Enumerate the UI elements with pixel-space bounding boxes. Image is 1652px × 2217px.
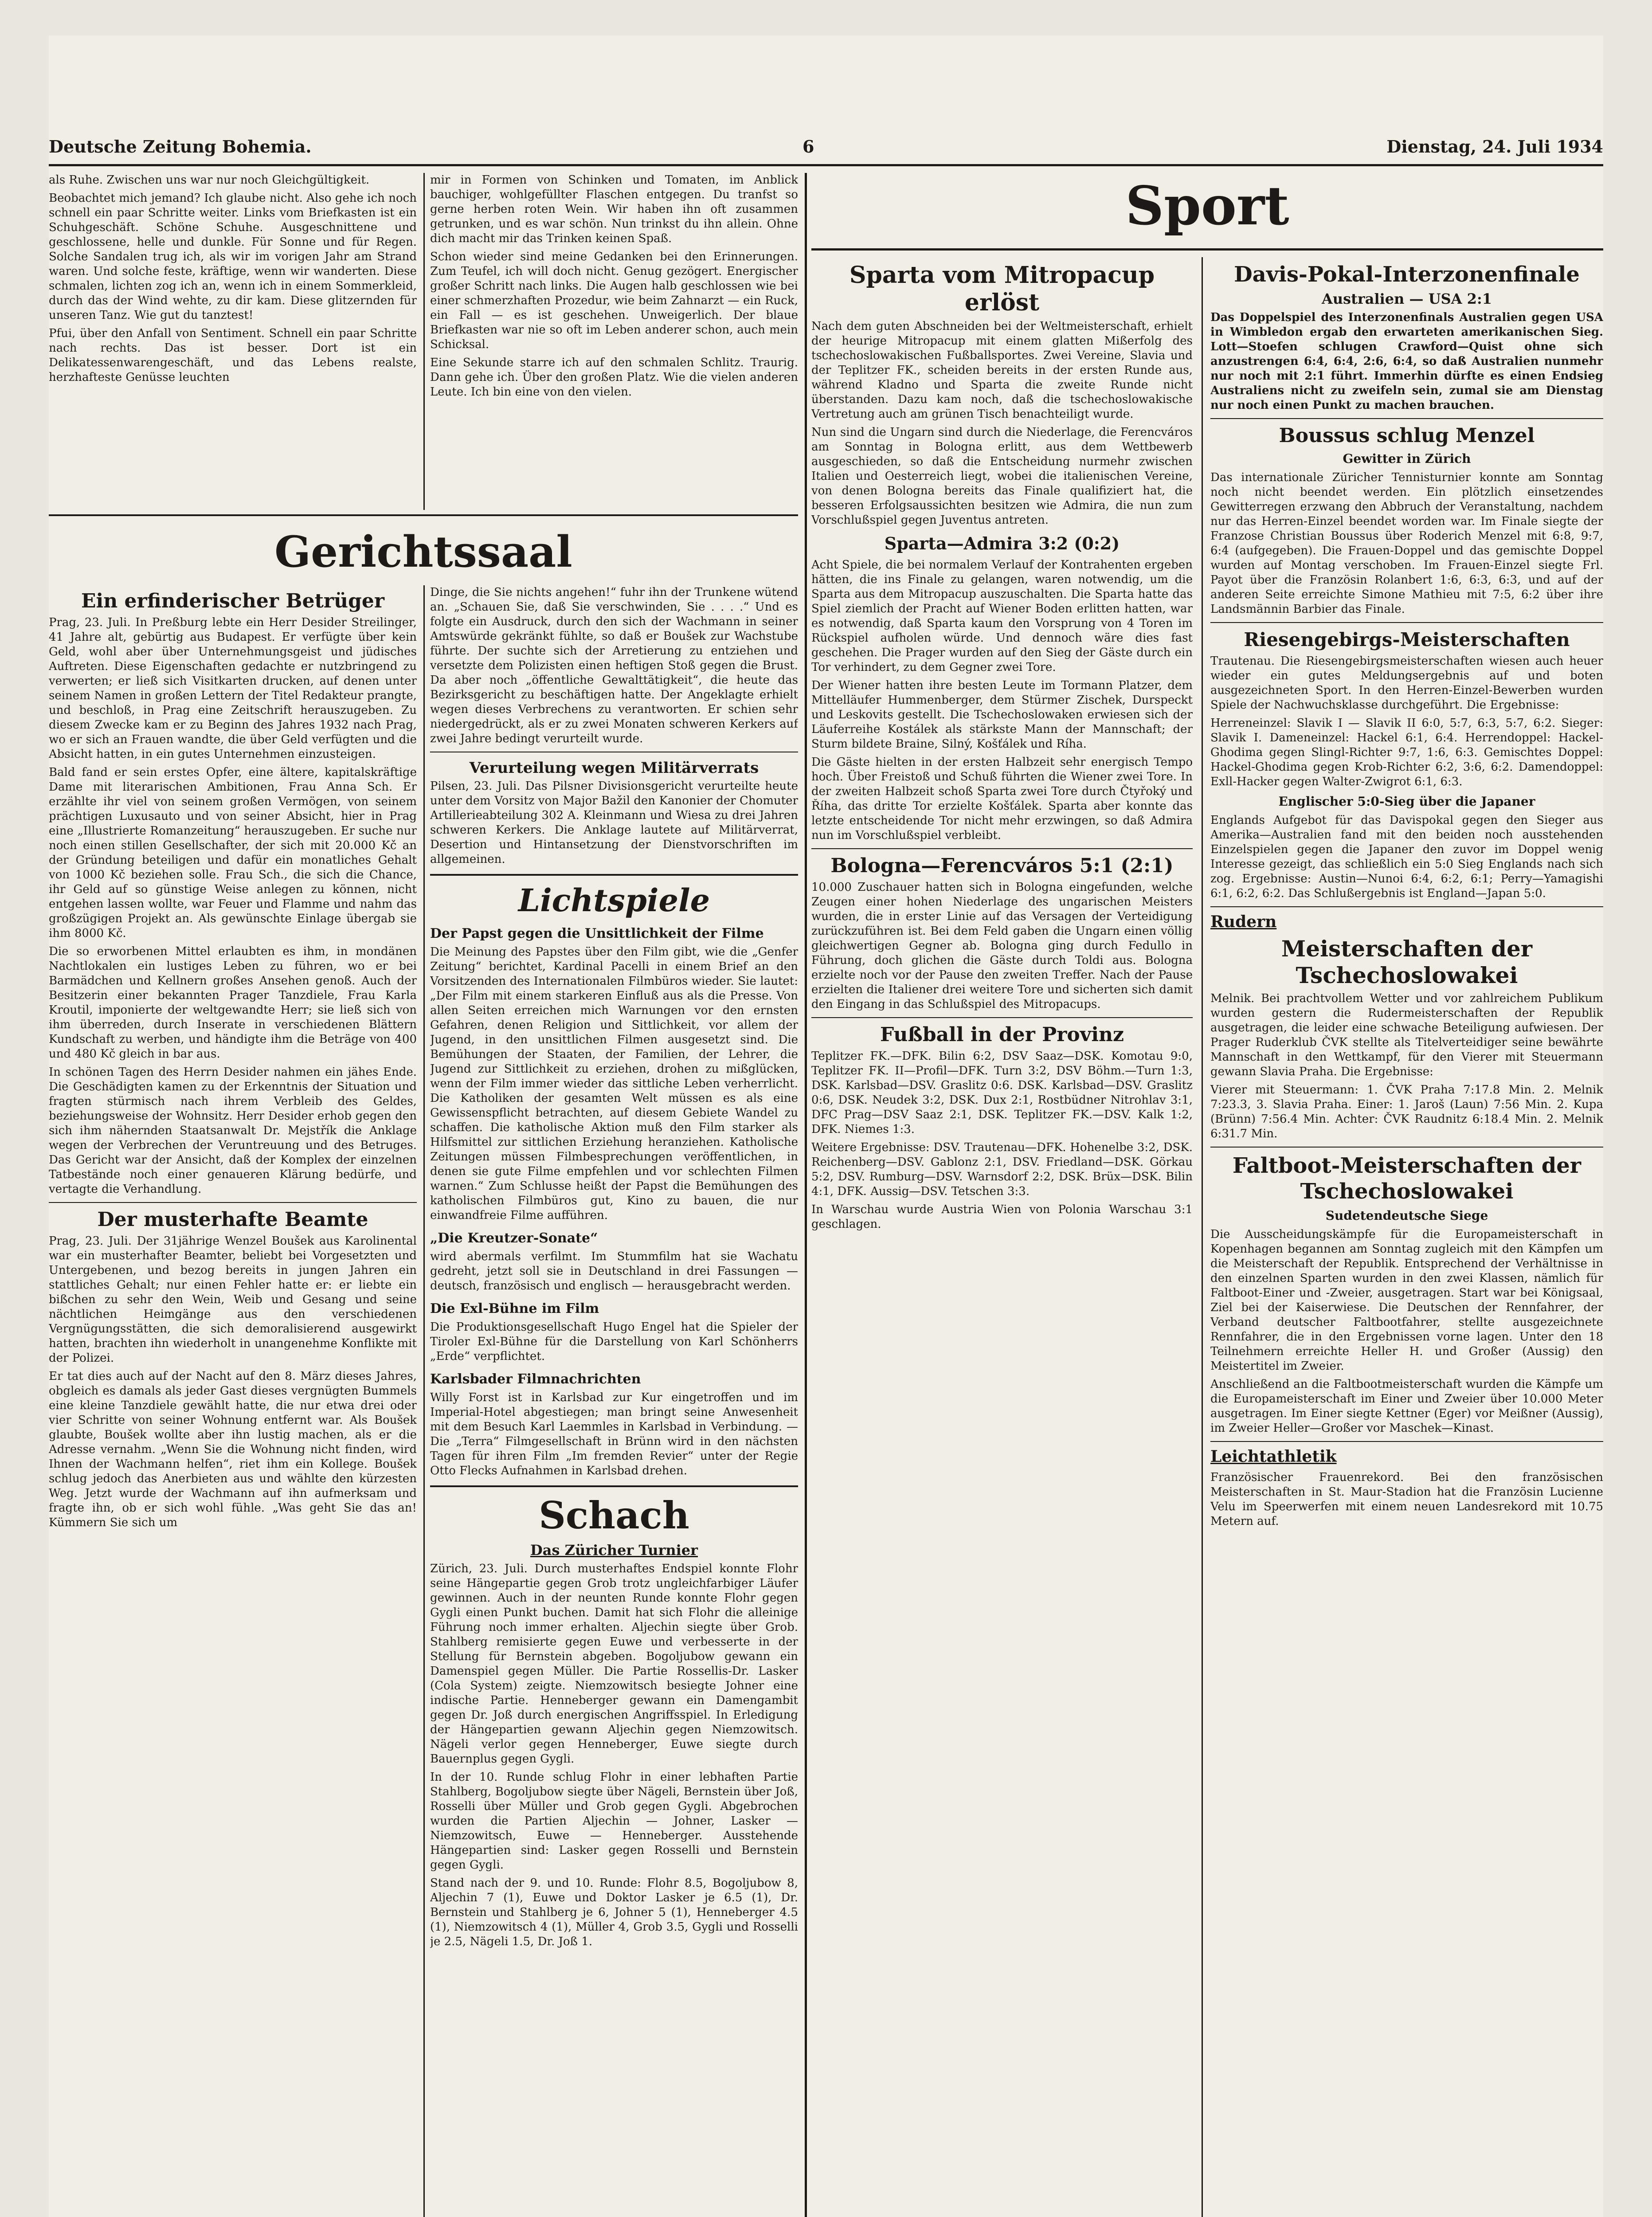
masthead-title: Deutsche Zeitung Bohemia.: [49, 137, 312, 157]
text-paragraph: Prag, 23. Juli. In Preßburg lebte ein Herr Desider Streilinger, 41 Jahre alt, gebürtig aus Budapest. Er verfügte über kein Geld, wohl aber über Unternehmungsgeist und jüdisches Auftreten. Diese Eigenschaften gedachte er nutzbringend zu verwerten; er ließ sich Visitkarten drucken, auf denen unter seinem Namen in großen Lettern der Titel Redakteur prangte, und beschloß, in Prag eine Zeitschrift herauszugeben. Zu diesem Zwecke kam er zu Beginn des Jahres 1932 nach Prag, wo er sich an Frauen wandte, die über Geld verfügten und die Absicht hatten, in ein gutes Unternehmen einzusteigen.: [49, 616, 417, 761]
article-title: Das Züricher Turnier: [530, 1542, 698, 1559]
article-title: Verurteilung wegen Militärverrats: [469, 759, 759, 777]
text-paragraph: Zürich, 23. Juli. Durch musterhaftes Endspiel konnte Flohr seine Hängepartie gegen Grob trotz ungleichfarbiger Läufer gewinnen. Auch in der neunten Runde konnte Flohr gegen Gygli einen Punkt buchen. Damit hat sich Flohr die alleinige Führung noch immer erhalten. Aljechin siegte über Grob. Stahlberg remisierte gegen Euwe und verbesserte in der Stellung für Bernstein abgeben. Bogoljubow gewann ein Damenspiel gegen Müller. Die Partie Rossellis-Dr. Lasker (Cola System) zeigte. Niemzowitsch besiegte Johner eine indische Partie. Henneberger gewann ein Damengambit gegen Dr. Joß durch energischen Angriffsspiel. In Erledigung der Hängepartien gewann Aljechin gegen Niemzowitsch. Nägeli verlor gegen Henneberger, Euwe siegte durch Bauernplus gegen Gygli.: [430, 1562, 798, 1766]
article-divider: [49, 1202, 417, 1203]
text-paragraph: Dinge, die Sie nichts angehen!“ fuhr ihn der Trunkene wütend an. „Schauen Sie, daß Sie verschwinden, Sie . . . .“ Und es folgte ein Ausdruck, durch den sich der Wachmann in seiner Amtswürde gekränkt fühlte, so daß er Boušek zur Wachstube führte. Der suchte sich der Arretierung zu entziehen und versetzte dem Polizisten einen heftigen Stoß gegen die Brust. Da aber noch „öffentliche Gewalttätigkeit“, die heute das Bezirksgericht zu beschäftigen hatte. Der Angeklagte erhielt wegen dieses Verbrechens zu verantworten. Er schien sehr niedergedrückt, als er zu zwei Monaten schweren Kerkers auf zwei Jahre bedingt verurteilt wurde.: [430, 586, 798, 745]
section-title-lichtspiele: Lichtspiele: [518, 882, 710, 919]
text-paragraph: In der 10. Runde schlug Flohr in einer lebhaften Partie Stahlberg, Bogoljubow siegte über Nägeli, Bernstein über Joß, Rosselli über Müller und Grob gegen Gygli. Abgebrochen wurden die Partien Aljechin — Johner, Lasker — Niemzowitsch, Euwe — Henneberger. Ausstehende Hängepartien sind: Lasker gegen Rosselli und Bernstein gegen Gygli.: [430, 1770, 798, 1872]
article-title: Die Exl-Bühne im Film: [430, 1301, 599, 1316]
text-paragraph: Herreneinzel: Slavik I — Slavik II 6:0, 5:7, 6:3, 5:7, 6:2. Sieger: Slavik I. Dameneinzel: Hackel 6:1, 6:4. Herrendoppel: Hackel-Ghodima gegen Slingl-Richter 9:7, 1:6, 6:3. Gemischtes Doppel: Hackel-Ghodima gegen Krob-Richter 6:2, 3:6, 6:2. Damendoppel: Exll-Hacker gegen Walter-Zwigrot 6:1, 6:3.: [1210, 717, 1603, 788]
article-title: Sparta—Admira 3:2 (0:2): [884, 533, 1120, 553]
article-title: Der Papst gegen die Unsittlichkeit der Filme: [430, 926, 764, 941]
article-title: Fußball in der Provinz: [880, 1023, 1124, 1046]
article-subtitle: Gewitter in Zürich: [1343, 451, 1471, 466]
article-divider: [811, 1017, 1193, 1018]
text-paragraph: als Ruhe. Zwischen uns war nur noch Gleichgültigkeit.: [49, 173, 370, 187]
text-paragraph: Englands Aufgebot für das Davispokal gegen den Sieger aus Amerika—Australien fand mit den beiden noch ausstehenden Einzelspielen gegen die Japaner den zuvor im Doppel wenig Interesse gezeigt, das schließlich ein 5:0 Sieg Englands nach sich zog. Ergebnisse: Austin—Nunoi 6:4, 6:2, 6:1; Perry—Yamagishi 6:1, 6:2, 6:2. Das Schlußergebnis ist England—Japan 5:0.: [1210, 814, 1603, 900]
column-rule: [1202, 257, 1203, 2217]
story-col-1: [49, 173, 417, 510]
court-col-2: [430, 585, 798, 2217]
article-title: Sparta vom Mitropacup erlöst: [849, 262, 1155, 316]
section-title-rudern: Rudern: [1210, 913, 1277, 931]
text-paragraph: Trautenau. Die Riesengebirgsmeisterschaften wiesen auch heuer wieder ein gutes Meldungsergebnis auf und boten ausgezeichneten Sport. In den Herren-Einzel-Bewerben wurden Spiele der Nachwuchsklasse durchgeführt. Die Ergebnisse:: [1210, 654, 1603, 712]
article-divider: [811, 848, 1193, 849]
article-divider: [1210, 906, 1603, 907]
text-paragraph: Vierer mit Steuermann: 1. ČVK Praha 7:17.8 Min. 2. Melnik 7:23.3, 3. Slavia Praha. Einer: 1. Jaroš (Laun) 7:56 Min. 2. Kupa (Brünn) 7:56.4 Min. Achter: ČVK Raudnitz 6:18.4 Min. 2. Melnik 6:31.7 Min.: [1210, 1083, 1603, 1140]
article-title: Der musterhafte Beamte: [97, 1208, 368, 1231]
text-paragraph: Eine Sekunde starre ich auf den schmalen Schlitz. Traurig. Dann gehe ich. Über den großen Platz. Wie die vielen anderen Leute. Ich bin eine von den vielen.: [430, 356, 798, 399]
text-paragraph: Schon wieder sind meine Gedanken bei den Erinnerungen. Zum Teufel, ich will doch nicht. Genug gezögert. Energischer großer Schritt nach links. Die Augen halb geschlossen wie bei einer schmerzhaften Prozedur, wie beim Zahnarzt — ein Ruck, ein Fall — es ist geschehen. Unweigerlich. Der blaue Briefkasten war nie so oft im Leben anderer schon, auch mein Schicksal.: [430, 250, 798, 351]
text-paragraph: 10.000 Zuschauer hatten sich in Bologna eingefunden, welche Zeugen einer hohen Niederlage des ungarischen Meisters wurden, die in erster Linie auf das Versagen der Verteidigung zurückzuführen ist. Bei dem Feld gaben die Ungarn einen völlig gleichwertigen Gegner ab. Bologna ging durch Fedullo in Führung, doch glichen die Gäste durch Toldi aus. Bologna erzielte noch vor der Pause den zweiten Treffer. Nach der Pause erzielten die Italiener drei weitere Tore und sicherten sich damit den Eingang in das Schlußspiel des Mitropacups.: [811, 881, 1193, 1011]
article-title: Bologna—Ferencváros 5:1 (2:1): [830, 854, 1174, 877]
section-divider: [430, 874, 798, 876]
text-paragraph: Die Meinung des Papstes über den Film gibt, wie die „Genfer Zeitung“ berichtet, Kardinal Pacelli in einem Brief an den Vorsitzenden des Internationalen Filmbüros wieder. Sie lautet: „Der Film mit einem starkeren Einfluß aus als die Presse. Von allen Seiten erreichen mich Warnungen vor den ernsten Gefahren, denen Religion und Sittlichkeit, vor allem der Jugend, in den unsittlichen Filmen ausgesetzt sind. Die Bemühungen der Staaten, der Familien, der Lehrer, die Jugend zur Sittlichkeit zu erziehen, drohen zu mißglücken, wenn der Film immer wieder das sittliche Leben verherrlicht. Die Katholiken der gesamten Welt müssen es als eine Gewissenspflicht betrachten, auf diesem Gebiete Wandel zu schaffen. Die katholische Aktion muß den Film starker als Hilfsmittel zur sittlichen Erziehung heranziehen. Katholische Zeitungen müssen Filmbesprechungen veröffentlichen, in denen sie gute Filme empfehlen und vor schlechten Filmen warnen.“ Zum Schlusse heißt der Papst die Bemühungen des katholischen Filmbüros gut, Kino zu bauen, die nur einwandfreie Filme aufführen.: [430, 945, 798, 1222]
article-divider: [1210, 1147, 1603, 1148]
text-paragraph: Das internationale Züricher Tennisturnier konnte am Sonntag noch nicht beendet werden. Ein plötzlich einsetzendes Gewitterregen erzwang den Abbruch der Veranstaltung, nachdem nur das Herren-Einzel beendet worden war. Im Finale siegte der Franzose Christian Boussus über Roderich Menzel mit 6:8, 9:7, 6:4 (aufgegeben). Die Frauen-Doppel und das gemischte Doppel wurden auf Montag verschoben. Im Frauen-Einzel siegte Frl. Payot über die Französin Rolanbert 1:6, 6:3, 6:3, und auf der anderen Seite erreichte Simone Mathieu mit 7:5, 6:2 über ihre Landsmännin Barbier das Finale.: [1210, 471, 1603, 616]
text-paragraph: Prag, 23. Juli. Der 31jährige Wenzel Boušek aus Karolinental war ein musterhafter Beamter, beliebt bei Vorgesetzten und Untergebenen, und bezog bereits in jungen Jahren ein stattliches Gehalt; nur einen Fehler hatte er: er liebte ein bißchen zu sehr den Wein, Weib und Gesang und seine nächtlichen Heimgänge aus den verschiedenen Vergnügungsstätten, die sich demoralisierend ausgewirkt hatten, brachten ihn wiederholt in unangenehme Konflikte mit der Polizei.: [49, 1234, 417, 1365]
sport-col-2: [1210, 257, 1603, 2217]
sport-col-1: [811, 257, 1193, 2217]
page-header: [49, 133, 1603, 166]
story-col-2: [430, 173, 798, 510]
text-paragraph: Die Gäste hielten in der ersten Halbzeit sehr energisch Tempo hoch. Über Freistoß und Schuß führten die Wiener zwei Tore. In der zweiten Halbzeit schoß Sparta zwei Tore durch Čtyřoký und Říha, das dritte Tor erzielte Košťálek. Sparta aber konnte das letzte entscheidende Tor nicht mehr erzwingen, so daß Admira nun im Vorschlußspiel verbleibt.: [811, 756, 1193, 842]
article-title: Faltboot-Meisterschaften der Tschechoslowakei: [1232, 1153, 1582, 1204]
text-paragraph: Willy Forst ist in Karlsbad zur Kur eingetroffen und im Imperial-Hotel abgestiegen; man bringt seine Anwesenheit mit dem Besuch Karl Laemmles in Karlsbad in Verbindung. — Die „Terra“ Filmgesellschaft in Brünn wird in den nächsten Tagen für ihren Film „Im fremden Revier“ unter der Regie Otto Flecks Aufnahmen in Karlsbad drehen.: [430, 1391, 798, 1477]
article-divider: [1210, 622, 1603, 623]
section-title-sport: Sport: [1125, 175, 1289, 237]
page-divider: [805, 173, 807, 2217]
article-title: Meisterschaften der Tschechoslowakei: [1281, 936, 1533, 988]
text-paragraph: Der Wiener hatten ihre besten Leute im Tormann Platzer, dem Mittelläufer Hummenberger, dem Stürmer Zischek, Durspeckt und Leskovits gestellt. Die Tschechoslowaken erwiesen sich der Läuferreihe Kostálek als stärkste Mann der Mannschaft; der Sturm bildete Braine, Silný, Košťálek und Ríha.: [811, 679, 1193, 751]
section-title-gerichtssaal: Gerichtssaal: [274, 527, 572, 577]
column-rule: [423, 173, 425, 510]
article-title: „Die Kreutzer-Sonate“: [430, 1230, 598, 1246]
text-paragraph: Weitere Ergebnisse: DSV. Trautenau—DFK. Hohenelbe 3:2, DSK. Reichenberg—DSV. Gablonz 2:1, DSV. Friedland—DSK. Görkau 5:2, DSV. Rumburg—DSV. Warnsdorf 2:2, DSK. Brüx—DSK. Bilin 4:1, DFK. Aussig—DSV. Tetschen 3:3.: [811, 1141, 1193, 1198]
section-title-schach: Schach: [539, 1493, 689, 1537]
text-paragraph: wird abermals verfilmt. Im Stummfilm hat sie Wachatu gedreht, jetzt soll sie in Deutschland in drei Fassungen — deutsch, französisch und englisch — herausgebracht werden.: [430, 1250, 798, 1293]
text-paragraph: Beobachtet mich jemand? Ich glaube nicht. Also gehe ich noch schnell ein paar Schritte weiter. Links vom Briefkasten ist ein Schuhgeschäft. Schöne Schuhe. Ausgeschnittene und geschlossene, helle und dunkle. Für Sonne und für Regen. Solche Sandalen trug ich, als wir im vorigen Jahr am Strand waren. Und solche feste, kräftige, wenn wir wanderten. Diese schmalen, lichten zog ich an, wenn ich in einem Sommerkleid, durch das der Wind wehte, zu dir kam. Diese glitzernden für unseren Tanz. Wie gut du tanztest!: [49, 192, 417, 322]
issue-date: Dienstag, 24. Juli 1934: [1386, 137, 1603, 157]
text-paragraph: Pilsen, 23. Juli. Das Pilsner Divisionsgericht verurteilte heute unter dem Vorsitz von Major Bažil den Kanonier der Chomuter Artillerieabteilung 302 A. Kleinmann und Wiesa zu drei Jahren schweren Kerkers. Die Anklage lautete auf Militärverrat, Desertion und Hintansetzung der Dienstvorschriften im allgemeinen.: [430, 779, 798, 866]
article-title: Davis-Pokal-Interzonenfinale: [1234, 262, 1580, 287]
article-divider: [1210, 1441, 1603, 1442]
section-divider: [430, 1485, 798, 1487]
text-paragraph: Anschließend an die Faltbootmeisterschaft wurden die Kämpfe um die Europameisterschaft im Einer und Zweier über 10.000 Meter ausgetragen. Im Einer siegte Kettner (Eger) vor Meißner (Aussig), im Zweier Heller—Großer vor Maschek—Kinast.: [1210, 1378, 1603, 1435]
page-number: 6: [803, 137, 814, 157]
article-subtitle: Australien — USA 2:1: [1321, 290, 1492, 307]
text-paragraph: Die Produktionsgesellschaft Hugo Engel hat die Spieler der Tiroler Exl-Bühne für die Darstellung von Karl Schönherrs „Erde“ verpflichtet.: [430, 1320, 798, 1363]
article-title: Karlsbader Filmnachrichten: [430, 1371, 641, 1387]
text-paragraph: mir in Formen von Schinken und Tomaten, im Anblick bauchiger, wohlgefüllter Flaschen entgegen. Du tranfst so gerne herben roten Wein. Wir haben ihn oft zusammen getrunken, und es war schön. Nun trinkst du ihn allein. Ohne dich macht mir das Trinken keinen Spaß.: [430, 173, 798, 245]
column-rule: [423, 585, 425, 2217]
text-paragraph: Französischer Frauenrekord. Bei den französischen Meisterschaften in St. Maur-Stadion hat die Französin Lucienne Velu im Speerwerfen mit einem neuen Landesrekord mit 10.75 Metern auf.: [1210, 1471, 1603, 1528]
article-title: Riesengebirgs-Meisterschaften: [1244, 629, 1570, 650]
text-paragraph: Die Ausscheidungskämpfe für die Europameisterschaft in Kopenhagen begannen am Sonntag zugleich mit den Kämpfen um die Meisterschaft der Republik. Entsprechend der Verhältnisse in den einzelnen Sparten wurden in den zwei Klassen, nämlich für Faltboot-Einer und -Zweier, ausgetragen. Start war bei Königsaal, Ziel bei der Kaiserwiese. Die Deutschen der Rennfahrer, der Verband deutscher Faltbootfahrer, stellte ausgezeichnete Rennfahrer, die in den Ergebnissen vorne lagen. Unter den 18 Teilnehmern erreichte Heller H. und Großer (Aussig) den Meistertitel im Zweier.: [1210, 1228, 1603, 1373]
text-paragraph: In Warschau wurde Austria Wien von Polonia Warschau 3:1 geschlagen.: [811, 1203, 1193, 1231]
article-title: Boussus schlug Menzel: [1279, 424, 1535, 447]
sport-masthead: [811, 173, 1603, 251]
section-divider: [49, 514, 798, 516]
text-paragraph: Nun sind die Ungarn sind durch die Niederlage, die Ferencváros am Sonntag in Bologna erlitt, aus dem Wettbewerb ausgeschieden, so daß die Entscheidung nurmehr zwischen Italien und Oesterreich liegt, wobei die italienischen Vereine, von denen Bologna bereits das Finale qualifiziert hat, die besseren Erfolgsaussichten besitzen wie Admira, die nun zum Vorschlußspiel gegen Juventus antreten.: [811, 426, 1193, 527]
text-paragraph: Melnik. Bei prachtvollem Wetter und vor zahlreichem Publikum wurden gestern die Rudermeisterschaften der Republik ausgetragen, die leider eine schwache Beteiligung aufwiesen. Der Prager Ruderklub ČVK stellte als Titelverteidiger seine bewährte Mannschaft in den Wettkampf, für den Vierer mit Steuermann gewann Slavia Praha. Die Ergebnisse:: [1210, 992, 1603, 1078]
text-paragraph: Das Doppelspiel des Interzonenfinals Australien gegen USA in Wimbledon ergab den erwarteten amerikanischen Sieg. Lott—Stoefen schlugen Crawford—Quist ohne sich anzustrengen 6:4, 6:4, 2:6, 6:4, so daß Australien nunmehr nur noch mit 2:1 führt. Immerhin dürfte es einen Endsieg Australiens nicht zu zweifeln sein, zumal sie am Dienstag nur noch einen Punkt zu machen brauchen.: [1210, 311, 1603, 412]
newspaper-page: [49, 35, 1603, 2217]
section-title-leichtathletik: Leichtathletik: [1210, 1447, 1337, 1466]
text-paragraph: Die so erworbenen Mittel erlaubten es ihm, in mondänen Nachtlokalen ein lustiges Leben zu führen, wo er bei Barmädchen und Kellnern großes Ansehen genoß. Auch der Besitzerin einer bekannten Prager Tanzdiele, Frau Karla Kroutil, imponierte der weltgewandte Herr; sie ließ sich von ihm überreden, durch Inserate in verschiedenen Blättern Kundschaft zu werben, und händigte ihm die Beträge von 400 und 480 Kč gleich in bar aus.: [49, 945, 417, 1061]
text-paragraph: In schönen Tagen des Herrn Desider nahmen ein jähes Ende. Die Geschädigten kamen zu der Erkenntnis der Situation und fragten stürmisch nach ihrem Verbleib des Geldes, beziehungsweise der Wohnsitz. Herr Desider erhob gegen den sich ihm nähernden Staatsanwalt Dr. Mejstřík die Anklage wegen der Verbrechen der Veruntreuung und des Betruges. Das Gericht war der Ansicht, daß der Komplex der einzelnen Tatbestände noch einer genaueren Klärung bedürfe, und vertagte die Verhandlung.: [49, 1065, 417, 1196]
text-paragraph: Pfui, über den Anfall von Sentiment. Schnell ein paar Schritte nach rechts. Das ist besser. Dort ist ein Delikatessenwarengeschäft, und das Lebens realste, herzhafteste Genüsse leuchten: [49, 327, 417, 384]
text-paragraph: Acht Spiele, die bei normalem Verlauf der Kontrahenten ergeben hätten, die ins Finale zu gelangen, waren notwendig, um die Sparta aus dem Mitropacup auszuschalten. Die Sparta hatte das Spiel ziemlich der Pracht auf Wiener Boden erlitten hatten, war es notwendig, daß Sparta kaum den Vorsprung von 4 Toren im Rückspiel aufholen würde. Und dennoch wäre dies fast geschehen. Die Prager wurden auf den Sieg der Gäste durch ein Tor verhindert, zu dem Gegner zwei Tore.: [811, 558, 1193, 674]
court-col-1: [49, 585, 417, 2217]
text-paragraph: Nach dem guten Abschneiden bei der Weltmeisterschaft, erhielt der heurige Mitropacup mit einem glatten Mißerfolg des tschechoslowakischen Fußballsportes. Zwei Vereine, Slavia und der Teplitzer FK., scheiden bereits in der ersten Runde aus, während Kladno und Sparta die zweite Runde nicht überstanden. Dazu kam noch, daß die tschechoslowakische Vertretung auch am grünen Tisch benachteiligt wurde.: [811, 320, 1193, 421]
text-paragraph: Teplitzer FK.—DFK. Bilin 6:2, DSV Saaz—DSK. Komotau 9:0, Teplitzer FK. II—Profil—DFK. Turn 3:2, DSV Böhm.—Turn 1:3, DSK. Karlsbad—DSV. Graslitz 0:6. DSK. Karlsbad—DSV. Graslitz 0:6, DSK. Neudek 3:2, DSK. Dux 2:1, Rostbüdner Nitrohlav 3:1, DFC Prag—DSV Saaz 2:1, DSK. Teplitzer FK.—DSV. Kalk 1:2, DFK. Niemes 1:3.: [811, 1050, 1193, 1136]
text-paragraph: Stand nach der 9. und 10. Runde: Flohr 8.5, Bogoljubow 8, Aljechin 7 (1), Euwe und Doktor Lasker je 6.5 (1), Dr. Bernstein und Stahlberg je 6, Johner 5 (1), Henneberger 4.5 (1), Niemzowitsch 4 (1), Müller 4, Grob 3.5, Gygli und Rosselli je 2.5, Nägeli 1.5, Dr. Joß 1.: [430, 1876, 798, 1948]
text-paragraph: Er tat dies auch auf der Nacht auf den 8. März dieses Jahres, obgleich es damals als jeder Gast dieses vergnügten Bummels eine kleine Tanzdiele gewählt hatte, die nur etwa drei oder vier Schritte von seiner Wohnung entfernt war. Als Boušek glaubte, Boušek wollte aber ihn lustig machen, als er die Adresse vernahm. „Wenn Sie die Wohnung nicht finden, wird Ihnen der Wachmann helfen“, riet ihm ein Kollege. Boušek schlug jedoch das Anerbieten aus und wählte den kürzesten Weg. Jetzt wurde der Wachmann auf ihn aufmerksam und fragte ihn, ob er sich wohl fühle. „Was geht Sie das an! Kümmern Sie sich um: [49, 1370, 417, 1529]
article-divider: [1210, 418, 1603, 419]
text-paragraph: Bald fand er sein erstes Opfer, eine ältere, kapitalskräftige Dame mit literarischen Ambitionen, Frau Anna Sch. Er erzählte ihr viel von seinem großen Vermögen, von seinem prächtigen Luxusauto und von seiner Absicht, hier in Prag eine „Illustrierte Romanzeitung“ herauszugeben. Er suche nur noch einen stillen Gesellschafter, der sich mit 20.000 Kč an der Gründung beteiligen und dafür ein monatliches Gehalt von 1000 Kč beziehen solle. Frau Sch., die sich die Chance, ihr Geld auf so günstige Weise anlegen zu können, nicht entgehen lassen wollte, war Feuer und Flamme und nahm das großzügigen Projekt an. Als gewünschte Einlage übergab sie ihm 8000 Kč.: [49, 766, 417, 940]
article-title: Englischer 5:0-Sieg über die Japaner: [1278, 794, 1535, 809]
article-title: Ein erfinderischer Betrüger: [81, 590, 385, 612]
article-subtitle: Sudetendeutsche Siege: [1325, 1208, 1488, 1223]
